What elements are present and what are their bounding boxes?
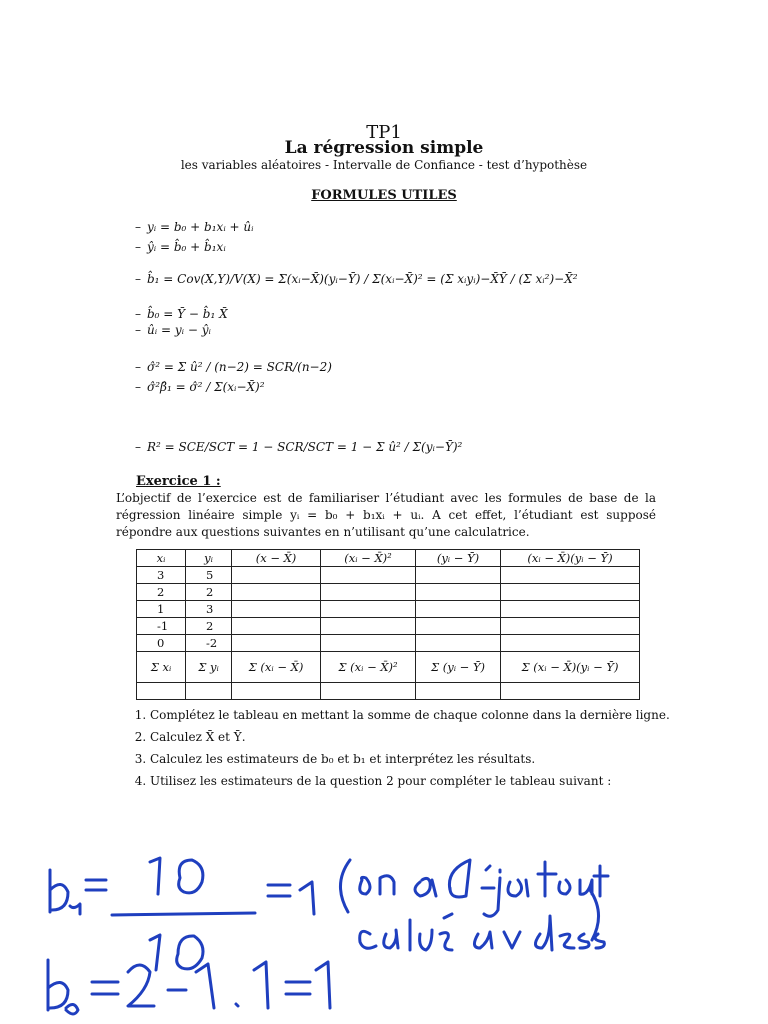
table-cell: -1 bbox=[137, 618, 186, 635]
table-header: (x − X̄) bbox=[232, 550, 321, 567]
table-cell: -2 bbox=[186, 635, 232, 652]
sum-cell: Σ (xᵢ − X̄)² bbox=[321, 652, 416, 683]
empty-cell bbox=[501, 567, 640, 584]
table-row bbox=[137, 601, 640, 618]
empty-cell bbox=[186, 683, 232, 700]
table-cell: 2 bbox=[137, 584, 186, 601]
formula-item: – yᵢ = b₀ + b₁xᵢ + ûᵢ bbox=[135, 220, 254, 234]
empty-cell bbox=[416, 635, 501, 652]
table-header: (yᵢ − Ȳ) bbox=[416, 550, 501, 567]
formula-item: – ûᵢ = yᵢ − ŷᵢ bbox=[135, 323, 211, 337]
sum-cell: Σ yᵢ bbox=[186, 652, 232, 683]
table-row bbox=[137, 635, 640, 652]
table-cell: 2 bbox=[186, 584, 232, 601]
data-table bbox=[136, 549, 640, 700]
formula-item: – ŷᵢ = b̂₀ + b̂₁xᵢ bbox=[135, 240, 226, 254]
document-topics: les variables aléatoires - Intervalle de Confiance - test d’hypothèse bbox=[180, 158, 588, 172]
table-header: xᵢ bbox=[137, 550, 186, 567]
empty-cell bbox=[321, 683, 416, 700]
empty-cell bbox=[232, 584, 321, 601]
empty-cell bbox=[501, 635, 640, 652]
empty-cell bbox=[321, 567, 416, 584]
empty-cell bbox=[321, 618, 416, 635]
table-cell: 5 bbox=[186, 567, 232, 584]
exercise-intro: L’objectif de l’exercice est de familiariser l’étudiant avec les formules de base de la régression linéaire simple yᵢ = b₀ + b₁xᵢ + uᵢ. A cet effet, l’étudiant est supposé répondre aux questions suivantes en n’utilisant qu’une calculatrice. bbox=[116, 491, 656, 539]
sum-cell: Σ (xᵢ − X̄)(yᵢ − Ȳ) bbox=[501, 652, 640, 683]
formula-item: – σ̂²β̂₁ = σ̂² / Σ(xᵢ−X̄)² bbox=[135, 380, 265, 394]
empty-cell bbox=[232, 618, 321, 635]
document-title: La régression simple bbox=[284, 138, 484, 158]
empty-cell bbox=[501, 584, 640, 601]
empty-cell bbox=[321, 601, 416, 618]
empty-cell bbox=[321, 635, 416, 652]
table-empty-row bbox=[137, 683, 640, 700]
question-item: 1. Complétez le tableau en mettant la somme de chaque colonne dans la dernière ligne. bbox=[150, 707, 680, 724]
table-row bbox=[137, 584, 640, 601]
table-header-row bbox=[137, 550, 640, 567]
table-cell: 0 bbox=[137, 635, 186, 652]
tp-number: TP1 bbox=[366, 122, 402, 143]
empty-cell bbox=[232, 635, 321, 652]
question-item: 4. Utilisez les estimateurs de la question 2 pour compléter le tableau suivant : bbox=[150, 773, 680, 790]
empty-cell bbox=[321, 584, 416, 601]
empty-cell bbox=[416, 618, 501, 635]
empty-cell bbox=[416, 601, 501, 618]
formula-item: – R² = SCE/SCT = 1 − SCR/SCT = 1 − Σ û² / Σ(yᵢ−Ȳ)² bbox=[135, 440, 463, 454]
question-list bbox=[130, 707, 680, 795]
table-sum-row bbox=[137, 652, 640, 683]
formula-item: – b̂₀ = Ȳ − b̂₁ X̄ bbox=[135, 307, 228, 321]
empty-cell bbox=[416, 584, 501, 601]
question-item: 3. Calculez les estimateurs de b₀ et b₁ et interprétez les résultats. bbox=[150, 751, 680, 768]
table-cell: 3 bbox=[137, 567, 186, 584]
table-cell: 3 bbox=[186, 601, 232, 618]
empty-cell bbox=[232, 683, 321, 700]
table-cell: 1 bbox=[137, 601, 186, 618]
empty-cell bbox=[137, 683, 186, 700]
table-header: yᵢ bbox=[186, 550, 232, 567]
sum-cell: Σ (yᵢ − Ȳ) bbox=[416, 652, 501, 683]
empty-cell bbox=[501, 618, 640, 635]
handwriting-b1-line bbox=[50, 858, 314, 970]
sum-cell: Σ (xᵢ − X̄) bbox=[232, 652, 321, 683]
question-item: 2. Calculez X̄ et Ȳ. bbox=[150, 729, 680, 746]
handwritten-answers bbox=[0, 830, 768, 1024]
empty-cell bbox=[501, 601, 640, 618]
formula-item: – σ̂² = Σ û² / (n−2) = SCR/(n−2) bbox=[135, 360, 332, 374]
handwriting-note bbox=[340, 860, 608, 950]
table-cell: 2 bbox=[186, 618, 232, 635]
table-row bbox=[137, 567, 640, 584]
table-header: (xᵢ − X̄)² bbox=[321, 550, 416, 567]
empty-cell bbox=[232, 567, 321, 584]
empty-cell bbox=[416, 567, 501, 584]
empty-cell bbox=[501, 683, 640, 700]
exercise-heading: Exercice 1 : bbox=[136, 474, 221, 489]
table-row bbox=[137, 618, 640, 635]
formulas-heading: FORMULES UTILES bbox=[311, 188, 457, 203]
formula-item: – b̂₁ = Cov(X,Y)/V(X) = Σ(xᵢ−X̄)(yᵢ−Ȳ) / Σ(xᵢ−X̄)² = (Σ xᵢyᵢ)−X̄Ȳ / (Σ xᵢ²)−X̄² bbox=[135, 272, 578, 286]
empty-cell bbox=[232, 601, 321, 618]
table-header: (xᵢ − X̄)(yᵢ − Ȳ) bbox=[501, 550, 640, 567]
empty-cell bbox=[416, 683, 501, 700]
sum-cell: Σ xᵢ bbox=[137, 652, 186, 683]
